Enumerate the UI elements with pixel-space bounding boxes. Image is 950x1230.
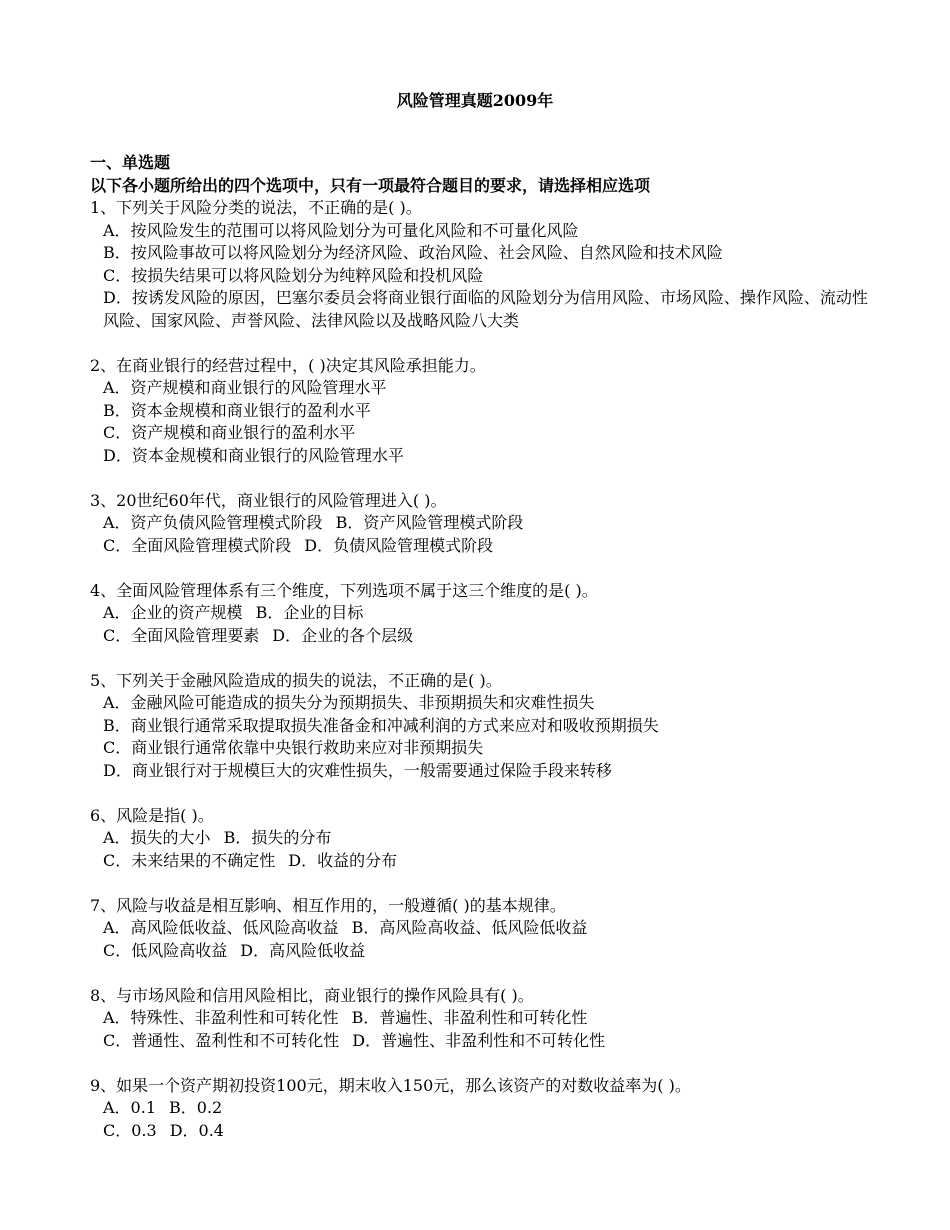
- question-stem: 3、20世纪60年代，商业银行的风险管理进入( )。: [90, 490, 447, 510]
- option-row: [90, 850, 870, 873]
- question-9: [90, 1075, 870, 1143]
- document-body: [90, 152, 870, 1142]
- option-c: C．0.3: [103, 1120, 157, 1140]
- option-a: A．按风险发生的范围可以将风险划分为可量化风险和不可量化风险: [103, 220, 579, 240]
- section-instruction: 以下各小题所给出的四个选项中，只有一项最符合题目的要求，请选择相应选项: [90, 175, 651, 195]
- option-b: B．资本金规模和商业银行的盈利水平: [103, 400, 371, 420]
- option-row: [90, 1007, 870, 1030]
- option-d: D．资本金规模和商业银行的风险管理水平: [103, 445, 404, 465]
- option-b: B．商业银行通常采取提取损失准备金和冲减利润的方式来应对和吸收预期损失: [103, 715, 659, 735]
- option-a: A．特殊性、非盈利性和可转化性: [103, 1008, 339, 1027]
- question-stem: 2、在商业银行的经营过程中，( )决定其风险承担能力。: [90, 355, 486, 375]
- option-d: D．收益的分布: [288, 850, 398, 870]
- option-a: A．资产规模和商业银行的风险管理水平: [103, 378, 387, 397]
- question-stem: 4、全面风险管理体系有三个维度，下列选项不属于这三个维度的是( )。: [90, 580, 598, 600]
- option-b: B．按风险事故可以将风险划分为经济风险、政治风险、社会风险、自然风险和技术风险: [103, 243, 723, 262]
- option-row: [90, 1097, 870, 1120]
- option-d: D．负债风险管理模式阶段: [304, 535, 494, 555]
- option-a: A．资产负债风险管理模式阶段: [103, 513, 323, 532]
- section-heading: 一、单选题: [90, 153, 171, 172]
- option-c: C．全面风险管理要素: [103, 625, 260, 645]
- option-d: D．0.4: [169, 1120, 224, 1140]
- option-c: C．按损失结果可以将风险划分为纯粹风险和投机风险: [103, 265, 484, 285]
- option-c: C．普通性、盈利性和不可转化性: [103, 1030, 340, 1050]
- option-a: A．0.1: [103, 1098, 157, 1117]
- option-row: [90, 1120, 870, 1143]
- document-title: 风险管理真题2009年: [396, 91, 554, 110]
- option-c: C．资产规模和商业银行的盈利水平: [103, 423, 356, 442]
- option-row: [90, 625, 870, 648]
- question-4: [90, 580, 870, 648]
- option-row: [90, 917, 870, 940]
- option-c: C．全面风险管理模式阶段: [103, 535, 292, 555]
- question-5: [90, 670, 870, 783]
- option-b: B．企业的目标: [255, 603, 364, 622]
- option-row: [90, 1030, 870, 1053]
- option-c: C．低风险高收益: [103, 940, 228, 960]
- option-a: A．金融风险可能造成的损失分为预期损失、非预期损失和灾难性损失: [103, 693, 595, 712]
- question-8: [90, 985, 870, 1053]
- question-stem: 8、与市场风险和信用风险相比，商业银行的操作风险具有( )。: [90, 985, 534, 1005]
- question-stem: 7、风险与收益是相互影响、相互作用的，一般遵循( )的基本规律。: [90, 895, 566, 915]
- option-c: C．未来结果的不确定性: [103, 850, 276, 870]
- option-a: A．企业的资产规模: [103, 603, 243, 622]
- question-3: [90, 490, 870, 558]
- option-row: [90, 602, 870, 625]
- option-c: C．商业银行通常依靠中央银行救助来应对非预期损失: [103, 738, 484, 757]
- question-stem: 6、风险是指( )。: [90, 805, 214, 825]
- option-b: B．损失的分布: [223, 828, 332, 847]
- question-1: [90, 197, 870, 332]
- option-d: D．普遍性、非盈利性和不可转化性: [352, 1030, 606, 1050]
- option-b: B．普遍性、非盈利性和可转化性: [351, 1008, 588, 1027]
- option-d: D．按诱发风险的原因，巴塞尔委员会将商业银行面临的风险划分为信用风险、市场风险、操作风险、流动性风险、国家风险、声誉风险、法律风险以及战略风险八大类: [103, 288, 868, 330]
- option-row: [90, 512, 870, 535]
- question-stem: 9、如果一个资产期初投资100元，期末收入150元，那么该资产的对数收益率为( )。: [90, 1075, 691, 1095]
- option-d: D．高风险低收益: [240, 940, 366, 960]
- option-b: B．0.2: [169, 1098, 223, 1117]
- question-7: [90, 895, 870, 963]
- option-row: [90, 827, 870, 850]
- option-b: B．高风险高收益、低风险低收益: [351, 918, 588, 937]
- question-stem: 5、下列关于金融风险造成的损失的说法，不正确的是( )。: [90, 670, 502, 690]
- question-stem: 1、下列关于风险分类的说法，不正确的是( )。: [90, 198, 422, 217]
- option-a: A．损失的大小: [103, 828, 211, 847]
- option-row: [90, 940, 870, 963]
- option-a: A．高风险低收益、低风险高收益: [103, 918, 339, 937]
- question-6: [90, 805, 870, 873]
- option-d: D．商业银行对于规模巨大的灾难性损失，一般需要通过保险手段来转移: [103, 760, 612, 780]
- option-b: B．资产风险管理模式阶段: [335, 513, 524, 532]
- option-row: [90, 535, 870, 558]
- option-d: D．企业的各个层级: [272, 625, 414, 645]
- question-2: [90, 355, 870, 468]
